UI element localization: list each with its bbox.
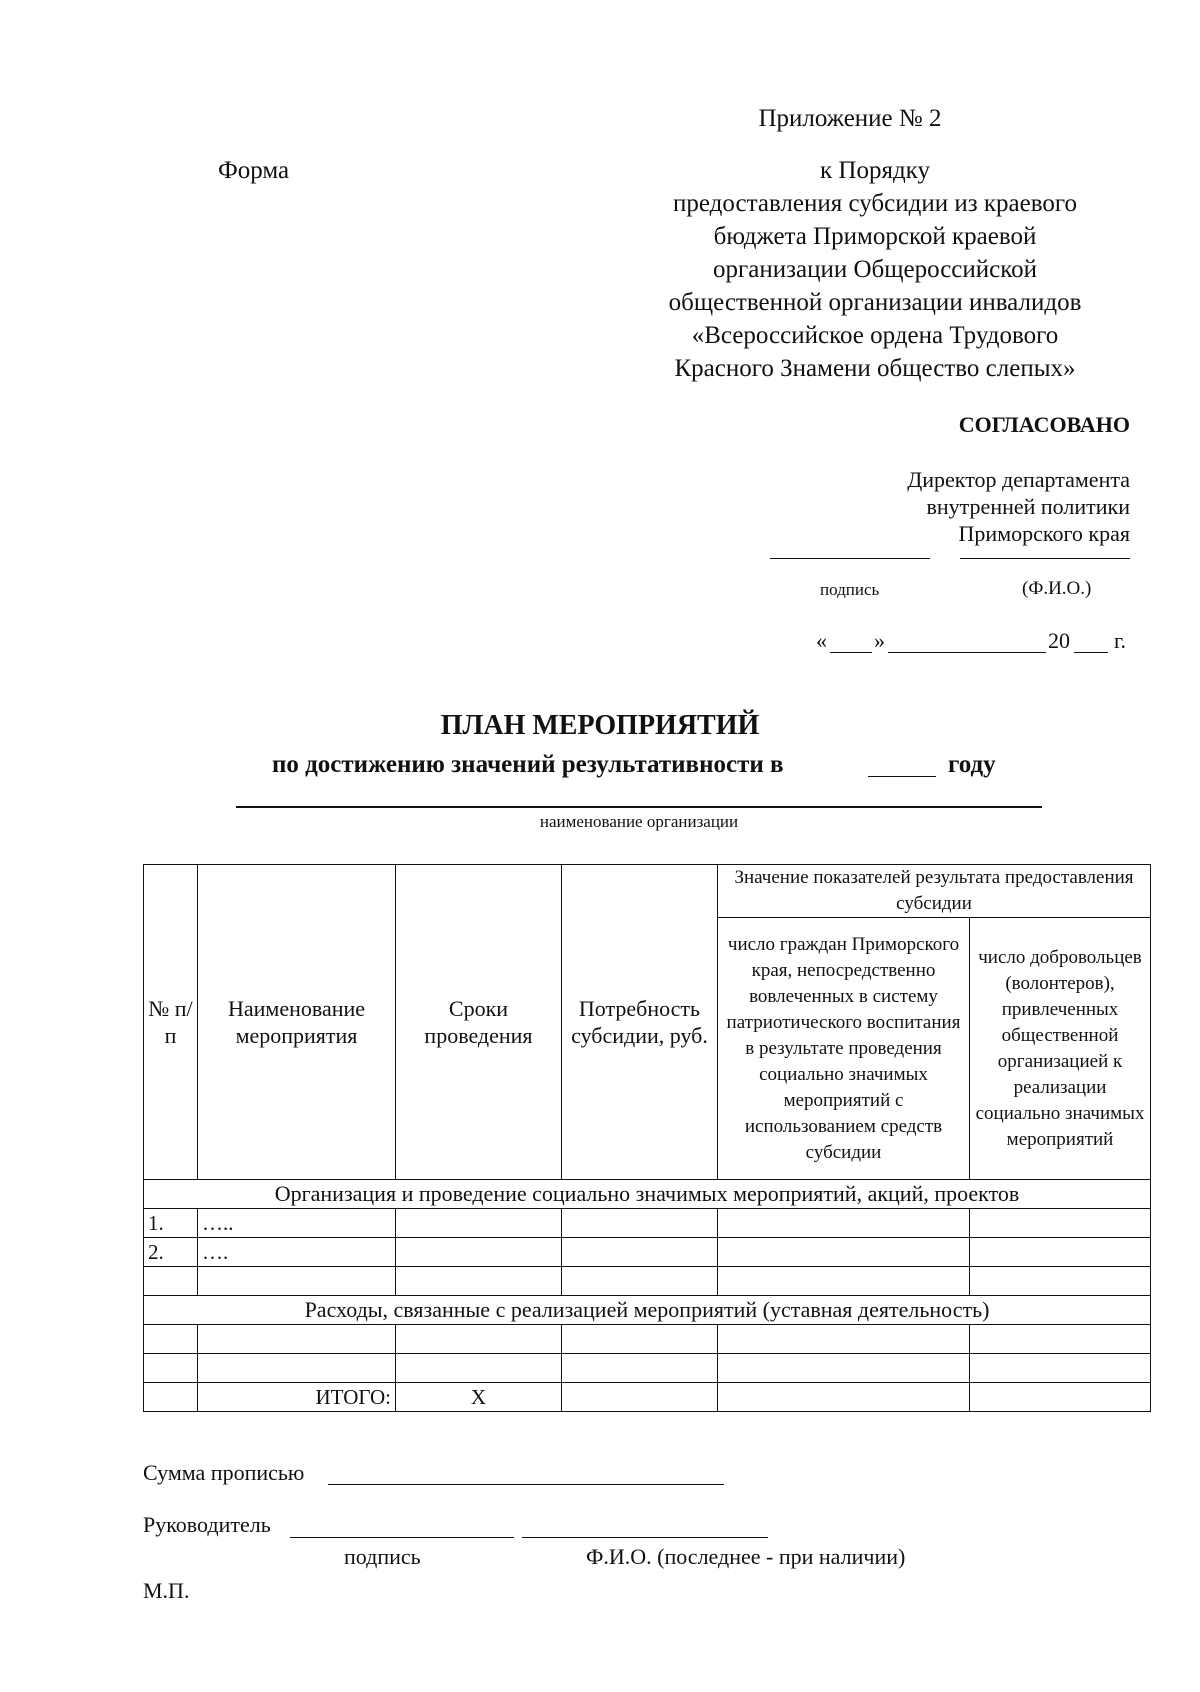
table-row xyxy=(144,1267,1151,1296)
row-number: 1. xyxy=(144,1209,198,1238)
row-number xyxy=(144,1325,198,1354)
row-citizens-cell[interactable] xyxy=(718,1354,970,1383)
order-line: организации Общероссийской xyxy=(712,256,1037,283)
row-dates-cell[interactable] xyxy=(396,1267,562,1296)
row-need-cell[interactable] xyxy=(562,1354,718,1383)
date-month-line[interactable] xyxy=(888,652,1046,653)
sum-in-words-line[interactable] xyxy=(328,1484,724,1485)
row-event-name[interactable] xyxy=(198,1267,396,1296)
row-dates-cell[interactable] xyxy=(396,1354,562,1383)
approval-name-line[interactable] xyxy=(960,558,1130,559)
form-label: Форма xyxy=(218,157,290,184)
date-year-prefix: 20 xyxy=(1048,628,1070,653)
row-dates-cell[interactable] xyxy=(396,1325,562,1354)
row-citizens-cell[interactable] xyxy=(718,1209,970,1238)
row-need-cell[interactable] xyxy=(562,1209,718,1238)
row-event-name[interactable]: ….. xyxy=(198,1209,396,1238)
header-indicators: Значение показателей результата предоставления субсидии xyxy=(718,865,1151,918)
row-volunteers-cell[interactable] xyxy=(970,1209,1151,1238)
row-volunteers-cell[interactable] xyxy=(970,1325,1151,1354)
head-signature-caption: подпись xyxy=(344,1544,421,1569)
head-name-caption: Ф.И.О. (последнее - при наличии) xyxy=(586,1544,906,1569)
row-citizens-cell[interactable] xyxy=(718,1267,970,1296)
row-event-name[interactable] xyxy=(198,1354,396,1383)
table-row xyxy=(144,1209,1151,1238)
organization-name-line[interactable] xyxy=(236,806,1042,808)
row-number: 2. xyxy=(144,1238,198,1267)
approval-position xyxy=(760,466,1130,547)
section-expenses-title: Расходы, связанные с реализацией мероприятий (уставная деятельность) xyxy=(144,1296,1151,1325)
position-line: Директор департамента xyxy=(907,467,1130,492)
plan-subtitle-start: по достижению значений результативности в xyxy=(272,751,784,778)
approval-signature-caption: подпись xyxy=(820,580,880,599)
date-day-line[interactable] xyxy=(830,652,872,653)
row-event-name[interactable] xyxy=(198,1325,396,1354)
head-signature-line[interactable] xyxy=(290,1537,514,1538)
order-line: к Порядку xyxy=(820,157,930,184)
row-number xyxy=(144,1354,198,1383)
order-line: общественной организации инвалидов xyxy=(668,289,1082,316)
table-row xyxy=(144,1238,1151,1267)
header-event-name: Наименование мероприятия xyxy=(198,865,396,1180)
total-label: ИТОГО: xyxy=(198,1383,396,1412)
header-citizens-count: число граждан Приморского края, непосредственно вовлеченных в систему патриотического воспитания в результате проведения социально значимых мероприятий с использованием средств субсидии xyxy=(718,918,970,1180)
appendix-number: Приложение № 2 xyxy=(758,105,942,132)
position-line: внутренней политики xyxy=(926,494,1130,519)
date-year-suffix: г. xyxy=(1114,628,1127,653)
head-label: Руководитель xyxy=(143,1512,271,1537)
stamp-place: М.П. xyxy=(143,1578,190,1603)
total-number-cell xyxy=(144,1383,198,1412)
approval-signature-line[interactable] xyxy=(770,558,930,559)
header-subsidy-need: Потребность субсидии, руб. xyxy=(562,865,718,1180)
plan-subtitle-end: году xyxy=(948,751,996,778)
organization-caption: наименование организации xyxy=(539,812,739,831)
date-open-quote: « xyxy=(816,628,827,653)
row-citizens-cell[interactable] xyxy=(718,1238,970,1267)
header-dates: Сроки проведения xyxy=(396,865,562,1180)
position-line: Приморского края xyxy=(958,521,1130,546)
order-line: бюджета Приморской краевой xyxy=(713,223,1037,250)
row-volunteers-cell[interactable] xyxy=(970,1238,1151,1267)
table-row xyxy=(144,1354,1151,1383)
date-year-line[interactable] xyxy=(1074,652,1108,653)
row-volunteers-cell[interactable] xyxy=(970,1267,1151,1296)
total-row xyxy=(144,1383,1151,1412)
row-dates-cell[interactable] xyxy=(396,1209,562,1238)
order-line: предоставления субсидии из краевого xyxy=(673,190,1077,217)
total-dates-mark: X xyxy=(396,1383,562,1412)
section-events-title: Организация и проведение социально значимых мероприятий, акций, проектов xyxy=(144,1180,1151,1209)
header-number: № п/п xyxy=(144,865,198,1180)
row-need-cell[interactable] xyxy=(562,1325,718,1354)
order-line: «Всероссийское ордена Трудового xyxy=(691,322,1059,349)
header-volunteers-count: число добровольцев (волонтеров), привлеченных общественной организацией к реализации социально значимых мероприятий xyxy=(970,918,1151,1180)
row-event-name[interactable]: …. xyxy=(198,1238,396,1267)
head-name-line[interactable] xyxy=(522,1537,768,1538)
plan-year-line[interactable] xyxy=(868,776,936,777)
date-close-quote: » xyxy=(874,628,885,653)
table-row xyxy=(144,1325,1151,1354)
approval-title: СОГЛАСОВАНО xyxy=(958,412,1130,437)
total-need-cell[interactable] xyxy=(562,1383,718,1412)
order-reference xyxy=(620,154,1130,385)
total-citizens-cell[interactable] xyxy=(718,1383,970,1412)
approval-name-caption: (Ф.И.О.) xyxy=(1022,578,1092,599)
plan-table xyxy=(143,864,1151,1412)
row-dates-cell[interactable] xyxy=(396,1238,562,1267)
row-need-cell[interactable] xyxy=(562,1267,718,1296)
order-line: Красного Знамени общество слепых» xyxy=(674,355,1076,382)
plan-title: ПЛАН МЕРОПРИЯТИЙ xyxy=(440,710,760,741)
row-citizens-cell[interactable] xyxy=(718,1325,970,1354)
row-volunteers-cell[interactable] xyxy=(970,1354,1151,1383)
sum-in-words-label: Сумма прописью xyxy=(143,1460,305,1485)
row-number xyxy=(144,1267,198,1296)
row-need-cell[interactable] xyxy=(562,1238,718,1267)
total-volunteers-cell[interactable] xyxy=(970,1383,1151,1412)
